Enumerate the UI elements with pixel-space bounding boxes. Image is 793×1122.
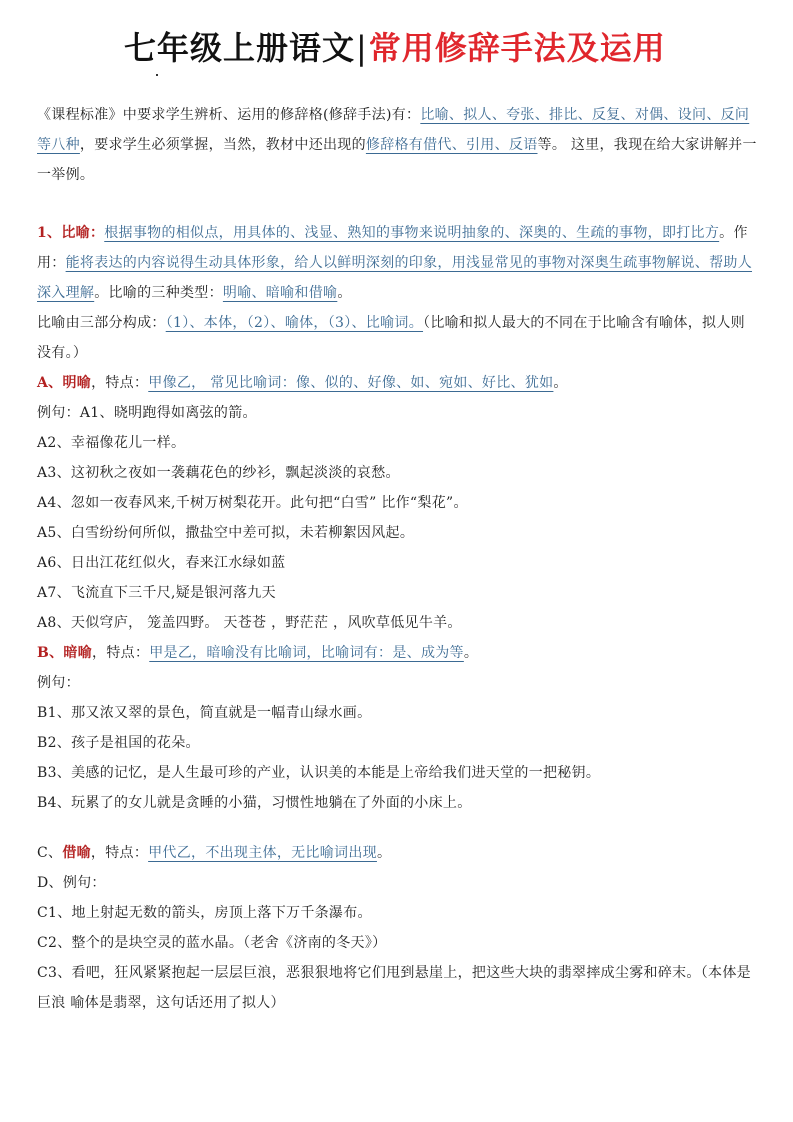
spacer bbox=[37, 190, 759, 218]
simile-types-label: 。比喻的三种类型： bbox=[94, 285, 223, 301]
intro-underline-2: 修辞格有借代、引用、反语 bbox=[365, 137, 538, 153]
section-b-heading bbox=[37, 638, 759, 668]
example-line: C3、看吧，狂风紧紧抱起一层层巨浪，恶狠狠地将它们甩到悬崖上，把这些大块的翡翠摔成尘雾和碎末。（本体是巨浪 喻体是翡翠，这句话还用了拟人） bbox=[37, 965, 751, 1011]
comp-parts: （1）、本体，（2）、喻体，（3）、比喻词。 bbox=[165, 315, 424, 331]
document-body bbox=[37, 100, 759, 1018]
section-c-prefix: C、 bbox=[37, 845, 63, 861]
section-b-label: B、暗喻 bbox=[37, 645, 93, 661]
comp-note: （比喻和拟人最大的不同在于比喻含有喻体，拟人则没有。） bbox=[37, 315, 745, 361]
section-c-feat-label: ，特点： bbox=[90, 845, 149, 861]
example-lead: D、例句： bbox=[37, 875, 106, 891]
title-left: 七年级上册语文 bbox=[124, 29, 356, 67]
intro-paragraph bbox=[37, 100, 759, 190]
decorative-dot bbox=[156, 74, 158, 76]
simile-use-label: 。作用： bbox=[37, 225, 748, 271]
intro-text-1: 《课程标准》中要求学生辨析、运用的修辞格(修辞手法)有： bbox=[37, 107, 421, 123]
page-title bbox=[124, 26, 764, 70]
section-a-end: 。 bbox=[553, 375, 568, 391]
simile-end: 。 bbox=[337, 285, 352, 301]
section-b-feat-label: ，特点： bbox=[92, 645, 150, 661]
example-line: A4、忽如一夜春风来,千树万树梨花开。此句把“白雪” 比作“梨花”。 bbox=[37, 495, 468, 511]
section-a-feat: 甲像乙， 常见比喻词：像、似的、好像、如、宛如、好比、犹如 bbox=[148, 375, 554, 391]
simile-definition bbox=[37, 218, 759, 308]
simile-components bbox=[37, 308, 759, 368]
example-line: B3、美感的记忆，是人生最可珍的产业，认识美的本能是上帝给我们进天堂的一把秘钥。 bbox=[37, 765, 601, 781]
simile-use: 能将表达的内容说得生动具体形象，给人以鲜明深刻的印象，用浅显常见的事物对深奥生疏事物解说、帮助人深入理解 bbox=[37, 255, 753, 301]
simile-heading: 1、比喻： bbox=[37, 225, 105, 241]
example-line: A6、日出江花红似火，春来江水绿如蓝 bbox=[37, 555, 286, 571]
section-c-heading bbox=[37, 838, 759, 868]
title-right: 常用修辞手法及运用 bbox=[368, 29, 666, 67]
example-line: A2、幸福像花儿一样。 bbox=[37, 435, 186, 451]
intro-text-3: 等。 这里，我现在给大家讲解并一一举例。 bbox=[37, 137, 757, 183]
section-c-feat: 甲代乙，不出现主体，无比喻词出现 bbox=[148, 845, 377, 861]
example-line: B2、孩子是祖国的花朵。 bbox=[37, 735, 200, 751]
example-line: A7、飞流直下三千尺,疑是银河落九天 bbox=[37, 585, 276, 601]
example-lead: 例句： bbox=[37, 675, 80, 691]
example-line: B4、玩累了的女儿就是贪睡的小猫，习惯性地躺在了外面的小床上。 bbox=[37, 795, 472, 811]
comp-label: 比喻由三部分构成： bbox=[37, 315, 166, 331]
section-b-end: 。 bbox=[463, 645, 479, 661]
section-a-feat-label: ，特点： bbox=[91, 375, 149, 391]
simile-types: 明喻、暗喻和借喻 bbox=[222, 285, 338, 301]
section-c-end: 。 bbox=[376, 845, 392, 861]
section-b-feat: 甲是乙，暗喻没有比喻词，比喻词有：是、成为等 bbox=[149, 645, 464, 661]
example-line: 例句：A1、晓明跑得如离弦的箭。 bbox=[37, 405, 257, 421]
example-line: A3、这初秋之夜如一袭藕花色的纱衫，飘起淡淡的哀愁。 bbox=[37, 465, 400, 481]
spacer bbox=[37, 818, 759, 838]
simile-def: 根据事物的相似点，用具体的、浅显、熟知的事物来说明抽象的、深奥的、生疏的事物，即打比方 bbox=[104, 225, 720, 241]
section-a-heading bbox=[37, 368, 759, 398]
example-line: A5、白雪纷纷何所似，撒盐空中差可拟，未若柳絮因风起。 bbox=[37, 525, 415, 541]
intro-text-2: ，要求学生必须掌握，当然，教材中还出现的 bbox=[79, 137, 366, 153]
section-a-label: A、明喻 bbox=[37, 375, 92, 391]
example-line: B1、那又浓又翠的景色，简直就是一幅青山绿水画。 bbox=[37, 705, 372, 721]
intro-underline-1: 比喻、拟人、夸张、排比、反复、对偶、设问、反问等八种 bbox=[37, 107, 750, 153]
example-line: C1、地上射起无数的箭头，房顶上落下万千条瀑布。 bbox=[37, 905, 372, 921]
title-separator: | bbox=[356, 29, 368, 67]
section-c-label: 借喻 bbox=[62, 845, 91, 861]
example-line: C2、整个的是块空灵的蓝水晶。（老舍《济南的冬天》） bbox=[37, 935, 387, 951]
example-line: A8、天似穹庐， 笼盖四野。 天苍苍 ，野茫茫 ，风吹草低见牛羊。 bbox=[37, 615, 462, 631]
